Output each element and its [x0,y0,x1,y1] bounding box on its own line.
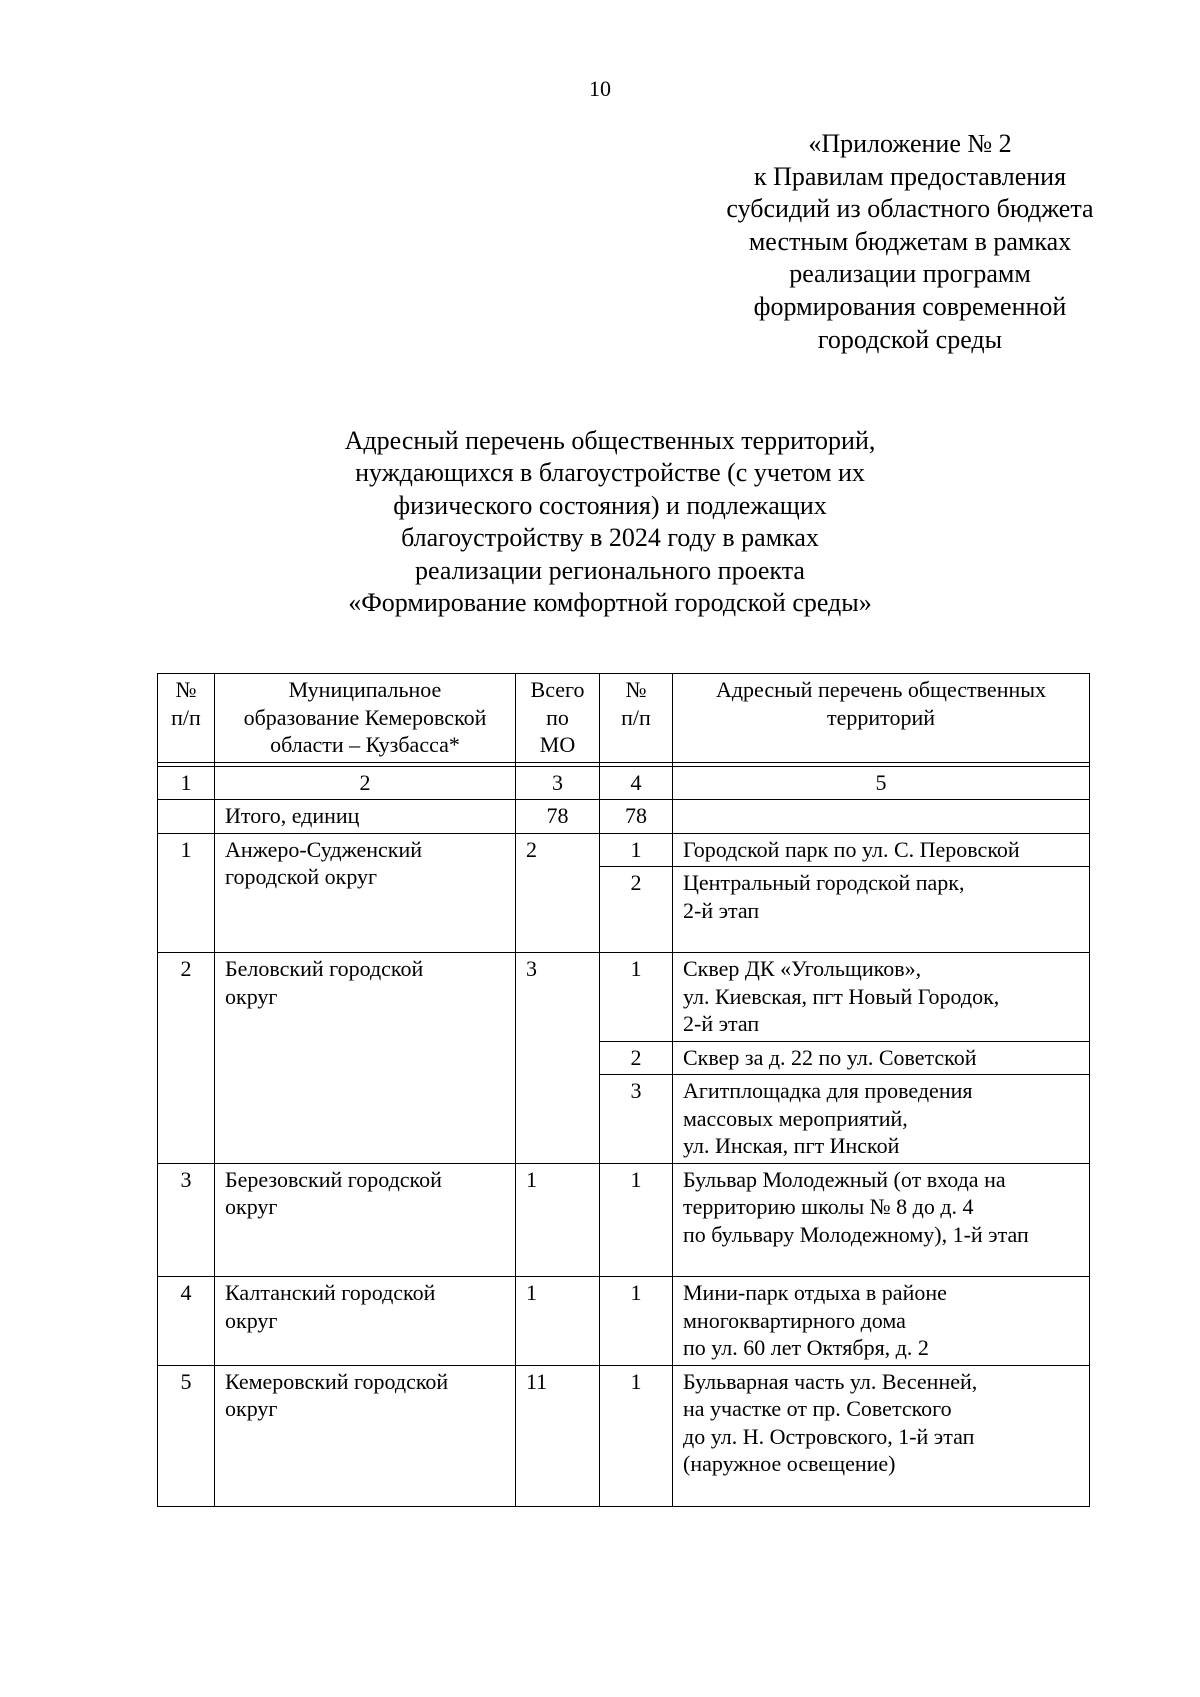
territory-number: 1 [600,1365,673,1506]
totals-value: 78 [516,800,600,834]
territory-number: 1 [600,1277,673,1366]
document-title [260,425,960,619]
territory-address: Центральный городской парк, 2-й этап [673,867,1090,953]
appendix-line: субсидий из областного бюджета [726,194,1094,224]
table-row [158,953,1090,1042]
title-line: физического состояния) и подлежащих [393,490,827,520]
totals-row [158,800,1090,834]
appendix-line: реализации программ [789,259,1031,289]
title-line: нуждающихся в благоустройстве (с учетом их [355,458,865,488]
page-number: 10 [589,76,611,101]
territory-address: Мини-парк отдыха в районе многоквартирного дома по ул. 60 лет Октября, д. 2 [673,1277,1090,1366]
municipality-total: 3 [516,953,600,1164]
territory-address: Городской парк по ул. С. Перовской [673,833,1090,867]
column-number: 4 [600,766,673,800]
column-number: 2 [215,766,516,800]
table-row [158,1163,1090,1277]
territory-number: 1 [600,1163,673,1277]
appendix-line: «Приложение № 2 [808,129,1012,158]
municipality-name: Беловский городской округ [215,953,516,1164]
column-number: 3 [516,766,600,800]
row-number: 3 [158,1163,215,1277]
municipality-total: 11 [516,1365,600,1506]
municipality-name: Кемеровский городской округ [215,1365,516,1506]
appendix-line: городской среды [817,324,1003,354]
header-num: № п/п [158,674,215,763]
column-number: 5 [673,766,1090,800]
municipality-name: Березовский городской округ [215,1163,516,1277]
totals-label: Итого, единиц [215,800,516,834]
municipality-total: 1 [516,1163,600,1277]
appendix-reference [690,128,1130,356]
table-row [158,1365,1090,1506]
column-number: 1 [158,766,215,800]
row-number: 1 [158,833,215,953]
municipality-total: 1 [516,1277,600,1366]
territory-number: 3 [600,1075,673,1164]
municipality-total: 2 [516,833,600,953]
appendix-line: формирования современной [753,291,1067,321]
table-row [158,833,1090,867]
territory-number: 2 [600,867,673,953]
municipality-name: Анжеро-Судженский городской округ [215,833,516,953]
row-number: 2 [158,953,215,1164]
title-line: «Формирование комфортной городской среды» [348,588,872,618]
territory-address: Бульварная часть ул. Весенней, на участке от пр. Советского до ул. Н. Островского, 1-й этап (наружное освещение) [673,1365,1090,1506]
municipality-name: Калтанский городской округ [215,1277,516,1366]
header-total: Всего по МО [516,674,600,763]
header-territories: Адресный перечень общественных территорий [673,674,1090,763]
header-municipality: Муниципальное образование Кемеровской области – Кузбасса* [215,674,516,763]
table-row [158,1277,1090,1366]
column-numbers-row [158,766,1090,800]
title-line: благоустройству в 2024 году в рамках [401,523,819,553]
table-header-row [158,674,1090,763]
header-sub-num: № п/п [600,674,673,763]
row-number: 5 [158,1365,215,1506]
territories-table [157,673,1090,1507]
territory-number: 2 [600,1041,673,1075]
territory-address: Бульвар Молодежный (от входа на территорию школы № 8 до д. 4 по бульвару Молодежному), 1-й этап [673,1163,1090,1277]
appendix-line: к Правилам предоставления [753,161,1067,191]
territory-address: Агитплощадка для проведения массовых мероприятий, ул. Инская, пгт Инской [673,1075,1090,1164]
totals-count: 78 [600,800,673,834]
territory-address: Сквер ДК «Угольщиков», ул. Киевская, пгт Новый Городок, 2-й этап [673,953,1090,1042]
row-number: 4 [158,1277,215,1366]
territory-number: 1 [600,833,673,867]
title-line: реализации регионального проекта [415,555,805,585]
territory-address: Сквер за д. 22 по ул. Советской [673,1041,1090,1075]
title-line: Адресный перечень общественных территорий, [344,426,876,455]
appendix-line: местным бюджетам в рамках [748,226,1072,256]
territory-number: 1 [600,953,673,1042]
